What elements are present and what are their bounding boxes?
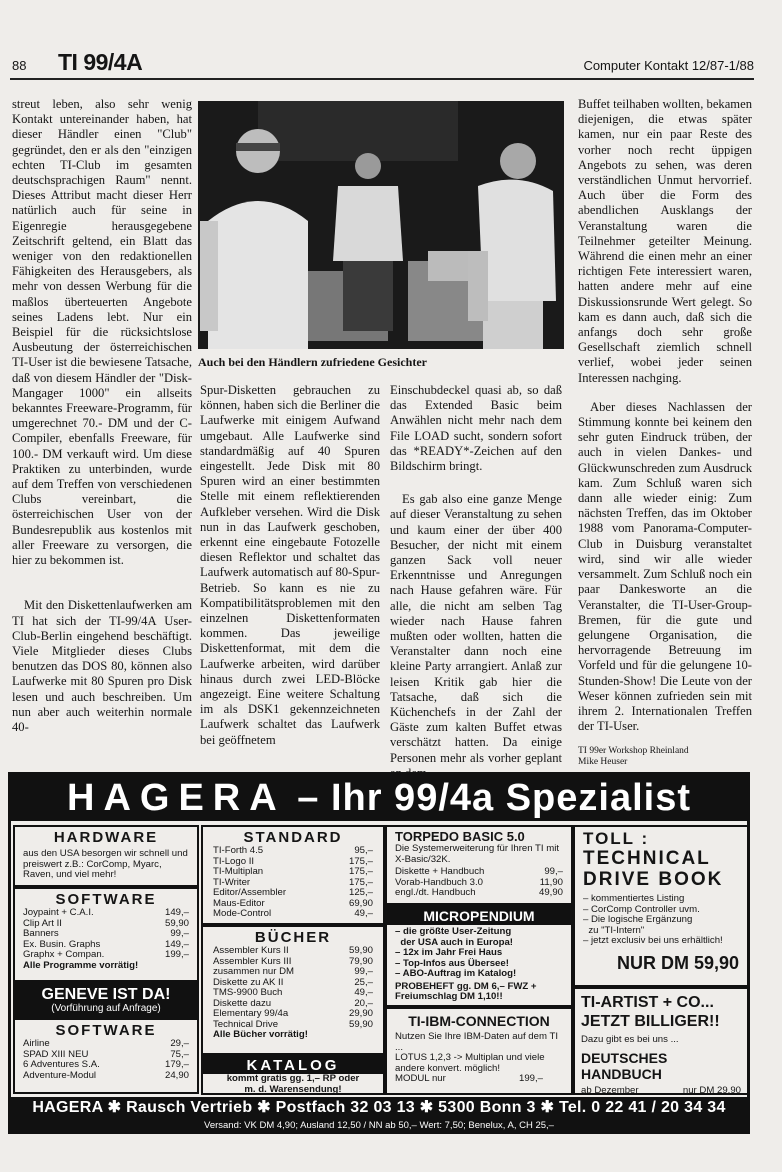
item-name: Elementary 99/4a: [213, 1008, 289, 1019]
brand-name: HAGERA: [67, 776, 286, 819]
price-row: [213, 967, 373, 978]
banner-slogan: – Ihr 99/4a Spezialist: [297, 776, 691, 819]
geneve-box: [13, 982, 199, 1018]
catalog-text: m. d. Warensendung!: [244, 1083, 342, 1095]
ti-artist-text: Dazu gibt es bei uns ...: [581, 1034, 679, 1045]
standard-list: [213, 846, 373, 920]
price-row: [23, 908, 189, 919]
ti-ibm-title: TI-IBM-CONNECTION: [408, 1013, 550, 1029]
bullet-item: – ABO-Auftrag im Katalog!: [395, 968, 517, 979]
item-name: Graphx + Compan.: [23, 949, 105, 960]
item-name: Joypaint + C.A.I.: [23, 907, 94, 918]
item-price: 24,90: [164, 1069, 189, 1081]
catalog-text: kommt gratis gg. 1,– RP oder: [226, 1073, 360, 1084]
item-price: 175,–: [348, 866, 373, 877]
catalog-box: [201, 1055, 385, 1095]
item-price: 49,90: [538, 887, 563, 898]
item-price: 199,–: [164, 949, 189, 960]
toll-title: DRIVE BOOK: [583, 869, 724, 890]
item-name: Adventure-Modul: [23, 1069, 97, 1081]
item-name: Mode-Control: [213, 908, 272, 919]
handbook-price-row: ab Dezember nur DM 29,90: [581, 1084, 741, 1096]
price-row: [213, 909, 373, 920]
ti-artist-title: TI-ARTIST + CO...: [581, 994, 714, 1011]
item-name: Technical Drive: [213, 1018, 279, 1030]
ti-artist-box: [573, 987, 749, 1095]
hardware-text: aus den USA besorgen wir schnell und preiswert z.B.: CorComp, Myarc, Raven, und viel mehr!: [23, 848, 188, 880]
handbook-title: DEUTSCHES HANDBUCH: [581, 1049, 668, 1082]
toll-title: TECHNICAL: [583, 848, 711, 869]
toll-title: TOLL :: [583, 829, 650, 848]
books-box: [201, 925, 385, 1055]
item-name: Editor/Assembler: [213, 887, 287, 898]
ad-footer-address: HAGERA ✱ Rausch Vertrieb ✱ Postfach 32 03 13 ✱ 5300 Bonn 3 ✱ Tel. 0 22 41 / 20 34 34: [11, 1097, 747, 1119]
item-price: 59,90: [348, 945, 373, 956]
item-price: 25,–: [354, 976, 373, 988]
catalog-title: KATALOG: [203, 1057, 383, 1074]
price-row: [213, 988, 373, 999]
section-title: TI 99/4A: [58, 49, 143, 75]
ti-ibm-text: Nutzen Sie Ihre IBM-Daten auf dem TI ...: [395, 1031, 558, 1053]
standard-box: [201, 825, 385, 925]
item-name: TI-Multiplan: [213, 866, 264, 877]
item-name: Banners: [23, 928, 59, 939]
item-name: SPAD XIII NEU: [23, 1048, 89, 1060]
issue-label: Computer Kontakt 12/87-1/88: [583, 58, 754, 73]
item-price: 69,90: [348, 897, 373, 909]
software-list: [23, 1039, 189, 1081]
price-row: [23, 929, 189, 940]
item-price: 59,90: [348, 1018, 373, 1030]
item-name: TI-Writer: [213, 876, 251, 888]
item-price: 99,–: [354, 966, 373, 977]
software-box-2: [13, 1018, 199, 1094]
books-list: [213, 946, 373, 1030]
ad-footer-shipping: Versand: VK DM 4,90; Ausland 12,50 / NN ab 50,– Wert: 7,50; Benelux, A, CH 25,–: [11, 1119, 747, 1134]
probe-text: PROBEHEFT gg. DM 6,– FWZ +: [395, 980, 537, 992]
probe-text: Freiumschlag DM 1,10!!: [395, 991, 503, 1002]
paragraph: streut leben, also sehr wenig Kontakt untereinander haben, hat dieser Händler einen "Club" gegründet, den er als den "einzigen echten TI-Club im gesamten deutschsprachigen Raum" nennt. Dieses Attribut macht dieser Herr natürlich auch für seine in Eigenregie herausgegebene Zeitschrift geltend, ein Blatt das weniger von den redaktionellen Fähigkeiten des Herausgebers, als mehr von dessen Werbung für die maßlos überteuerten Angebote seines Ladens lebt. Nur ein Beispiel für die rücksichtslose Ausbeutung der österreichischen TI-User ist die bewiesene Tatsache, daß von diesem Händler der "Disk-Mangager 1000" ein allseits bekanntes Freeware-Programm, für umgerechnet 70.- DM und der C-Compiler, ebenfalls Freeware, für 100.- DM verkauft wird. Um diese Praktiken zu unterbinden, wurde auf dem Treffen von verschiedenen Clubs vereinbart, die österreichischen User von der Bundesrepublik aus kostenlos mit aller Freeware zu versorgen, die hier zu bekommen ist.: [12, 97, 192, 568]
item-name: Diskette dazu: [213, 997, 272, 1009]
torpedo-list: [395, 867, 563, 899]
price-row: [23, 1060, 189, 1071]
price-row: [213, 846, 373, 857]
bullet-item: – Top-Infos aus Übersee!: [395, 957, 509, 969]
geneve-sub: (Vorführung auf Anfrage): [51, 1003, 161, 1014]
item-price: 29,–: [170, 1038, 189, 1049]
software-box-1: [13, 887, 199, 982]
item-name: engl./dt. Handbuch: [395, 887, 476, 898]
toll-list: [583, 894, 739, 947]
item-name: Assembler Kurs II: [213, 945, 289, 956]
bullet-item: der USA auch in Europa!: [395, 936, 513, 948]
photo-illustration: [198, 101, 564, 349]
technical-drive-box: [573, 825, 749, 987]
item-price: 175,–: [348, 855, 373, 867]
software-list: [23, 908, 189, 961]
torpedo-box: [385, 825, 573, 905]
item-price: 99,–: [544, 866, 563, 877]
ti-ibm-box: [385, 1007, 573, 1095]
price-row: [395, 888, 563, 899]
event-photo: [198, 101, 564, 349]
header-rule: [10, 78, 754, 80]
ti-ibm-text: LOTUS 1,2,3 -> Multiplan und viele andere konvert. möglich!: [395, 1052, 545, 1074]
micropendium-list: [387, 925, 571, 982]
price-row: [213, 888, 373, 899]
hagera-advertisement: [8, 772, 750, 1134]
item-price: 11,90: [539, 876, 563, 888]
price-row: [395, 867, 563, 878]
item-price: 49,–: [354, 987, 373, 998]
item-name: Clip Art II: [23, 917, 62, 929]
torpedo-text: Die Systemerweiterung für Ihren TI mit X-Basic/32K.: [395, 843, 560, 865]
paragraph: Buffet teilhaben wollten, bekamen diejenigen, die etwas später kamen, nur ein paar Reste des vorher noch recht üppigen Angebots zu sehen, was deren verständlichen Unmut hervorrief. Auch über die Form des abendlichen Ausklangs der Veranstaltung waren die Teilnehmer geteilter Meinung. Während die einen mehr an einer richtigen Fete interessiert waren, hatten andere mehr auf eine Diskussionsrunde Wert gelegt. So kam es dann auch, daß sich die anfangs doch sehr große Gesellschaft ziemlich schnell verlief, wobei jeder seinen Interessen nachging.: [578, 97, 752, 385]
item-price: 149,–: [164, 907, 189, 918]
item-name: TMS-9900 Buch: [213, 987, 283, 998]
toll-price: NUR DM 59,90: [616, 952, 739, 973]
photo-caption: Auch bei den Händlern zufriedene Gesichter: [198, 355, 427, 369]
ad-banner: [11, 775, 747, 821]
item-price: 175,–: [348, 876, 373, 888]
hardware-box: [13, 825, 199, 887]
item-price: 20,–: [354, 997, 373, 1009]
torpedo-title: TORPEDO BASIC 5.0: [395, 829, 525, 844]
paragraph: Spur-Disketten gebrauchen zu können, haben sich die Berliner die Laufwerke mit einigem Aufwand umgebaut. Alle Laufwerke sind standardmäßig auf 40 Spuren eingestellt. Jede Disk mit 80 Spuren wird an einer bestimmten Stelle mit einem reflektierenden Aufkleber versehen. Wird die Disk nun in das Laufwerk geschoben, erkennt eine eingebaute Fotozelle diesen Reflektor und schaltet das Laufwerk automatisch auf 80-Spur-Betrieb. So kann es nie zu Kompatibilitätsproblemen mit den einzelnen Diskettenformaten kommen. Das jeweilige Diskettenformat, mit dem die Laufwerke arbeiten, wird darüber hinaus durch zwei LED-Blöcke angezeigt. Eine weitere Schaltung im als DSK1 gekennzeichneten Laufwerk schaltet das Laufwerk bei geöffnetem: [200, 383, 380, 747]
software-title: SOFTWARE: [55, 891, 157, 908]
books-title: BÜCHER: [254, 929, 332, 946]
item-price: 95,–: [354, 845, 373, 856]
item-price: 179,–: [164, 1059, 189, 1070]
item-name: Ex. Busin. Graphs: [23, 938, 101, 950]
price-row: [213, 867, 373, 878]
item-name: Diskette zu AK II: [213, 976, 284, 988]
bullet-item: – jetzt exclusiv bei uns erhältlich!: [583, 935, 723, 946]
price-row: [23, 950, 189, 961]
article-column-1: [12, 97, 192, 757]
paragraph: Es gab also eine ganze Menge auf dieser Veranstaltung zu sehen und kaum einer der über 400 Besucher, der nicht mit einem ganzen Sack voll neuer Erkenntnisse und Anregungen nach Hause gefahren wäre. Für alle, die nicht am selben Tag wieder nach Hause fahren mußten oder wollten, hatten die Veranstalter dann noch eine kleine Party arrangiert. Anlaß zur leisen Kritik gab hier die Tatsache, daß sich die Küchenchefs in der Zahl der Gäste zum kalten Buffet etwas verschätzt hatten. Da einige Personen mehr als vorher geplant: [390, 492, 562, 765]
author-name: Mike Heuser: [578, 757, 628, 768]
item-name: zusammen nur DM: [213, 966, 295, 977]
software-note: Alle Programme vorrätig!: [23, 959, 139, 971]
item-name: Vorab-Handbuch 3.0: [395, 876, 484, 888]
item-price: 59,90: [164, 917, 189, 929]
bullet-item: – CorComp Controller uvm.: [583, 903, 700, 915]
item-price: 79,90: [348, 955, 373, 967]
item-price: 149,–: [164, 938, 189, 950]
article-column-3: [390, 383, 562, 765]
item-name: Maus-Editor: [213, 897, 265, 909]
item-name: Assembler Kurs III: [213, 955, 292, 967]
item-name: TI-Forth 4.5: [213, 845, 264, 856]
standard-title: STANDARD: [243, 829, 343, 846]
micropendium-title: MICROPENDIUM: [387, 907, 571, 925]
item-price: 49,–: [354, 908, 373, 919]
bullet-item: – die größte User-Zeitung: [395, 926, 512, 937]
article-column-4: [578, 97, 752, 768]
price-row: [23, 1039, 189, 1050]
item-name: 6 Adventures S.A.: [23, 1059, 100, 1070]
ti-artist-title: JETZT BILLIGER!!: [581, 1013, 720, 1030]
bullet-item: – kommentiertes Listing: [583, 893, 685, 904]
bullet-item: – Die logische Ergänzung: [583, 914, 693, 925]
bullet-item: – 12x im Jahr Frei Haus: [395, 947, 503, 958]
bullet-item: zu "TI-Intern": [583, 924, 645, 936]
price-row: [213, 946, 373, 957]
item-name: Diskette + Handbuch: [395, 866, 485, 877]
price-row: [23, 1071, 189, 1082]
item-price: 75,–: [170, 1048, 189, 1060]
paragraph: Mit den Diskettenlaufwerken am TI hat sich der TI-99/4A User-Club-Berlin eingehend beschäftigt. Viele Mitglieder dieses Clubs benutzen das DOS 80, können also Laufwerke mit 80 Spuren pro Disk lesen und auch beschreiben. Um nun aber auch weiterhin normale 40-: [12, 598, 192, 734]
price-row: [213, 1009, 373, 1020]
books-note: Alle Bücher vorrätig!: [213, 1029, 308, 1040]
article-column-2: [200, 383, 380, 758]
item-name: Airline: [23, 1038, 50, 1049]
paragraph: Einschubdeckel quasi ab, so daß das Extended Basic beim Anwählen nicht mehr nach dem File LOAD sucht, sondern sofort das *READY*-Zeichen auf den Bildschirm bringt.: [390, 383, 562, 474]
paragraph: Aber dieses Nachlassen der Stimmung konnte bei keinem den sehr guten Eindruck trüben, der auch in vielen Dankes- und Glückwunschreden zum Ausdruck kam. Zum Schluß waren sich dann alle wieder einig: Zum nächsten Treffen, das im Oktober 1988 vom Panorama-Computer-Club in Duisburg veranstaltet wird, sind wir alle wieder versammelt. Zum Schluß noch ein paar Dankesworte an die Veranstalter, die TI-User-Group-Bremen, für die gute und gelungene Organisation, die hervorragende Betreuung im Vorfeld und für die gelungene 10-Stunden-Show! Die Leute von der Weser können zufrieden sein mit ihrem 2. Internationalen Treffen der TI-User.: [578, 399, 752, 734]
software-title: SOFTWARE: [55, 1022, 157, 1039]
item-price: 125,–: [348, 887, 373, 898]
modul-price-row: MODUL nur 199,–: [395, 1073, 543, 1084]
geneve-title: GENEVE IST DA!: [41, 986, 171, 1003]
item-name: TI-Logo II: [213, 855, 255, 867]
page-number: 88: [12, 58, 27, 73]
hardware-title: HARDWARE: [53, 829, 159, 846]
item-price: 99,–: [170, 928, 189, 939]
author-line: TI 99er Workshop Rheinland: [578, 746, 689, 757]
micropendium-box: [385, 905, 573, 1007]
item-price: 29,90: [348, 1008, 373, 1019]
